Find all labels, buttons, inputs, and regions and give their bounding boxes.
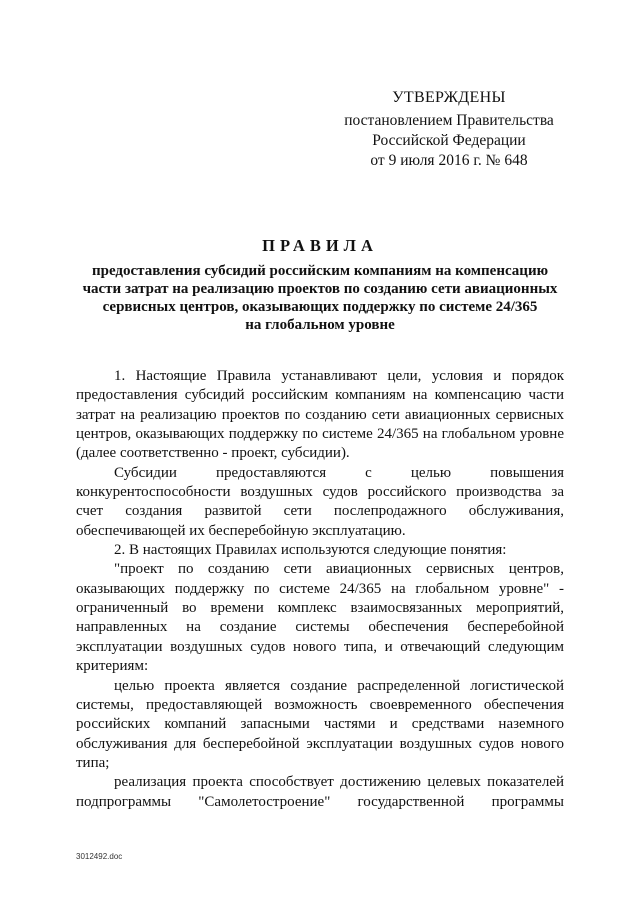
file-name-footer: 3012492.doc [76,852,123,861]
paragraph-3: 2. В настоящих Правилах используются следующие понятия: [114,542,507,559]
approval-line-3: от 9 июля 2016 г. № 648 [370,152,528,169]
subtitle-line-3: сервисных центров, оказывающих поддержку по системе 24/365 [102,299,538,315]
paragraph-2: Субсидии предоставляются с целью повышения конкурентоспособности воздушных судов российского производства за счет создания развитой сети послепродажного обслуживания, обеспечивающей их бесперебойную эксплуатацию. [76,464,564,539]
document-title: ПРАВИЛА [262,236,378,255]
paragraph-1: 1. Настоящие Правила устанавливают цели, условия и порядок предоставления субсидий российским компаниям на компенсацию части затрат на реализацию проектов по созданию сети авиационных сервисных центров, оказывающих поддержку по системе 24/365 на глобальном уровне (далее соответственно - проект, субсидии). [76,368,564,462]
approval-block [330,88,568,171]
subtitle-line-1: предоставления субсидий российским компаниям на компенсацию [91,263,549,279]
approval-line-2: Российской Федерации [372,132,526,149]
subtitle-line-2: части затрат на реализацию проектов по созданию сети авиационных [82,281,558,297]
approval-line-1: постановлением Правительства [344,112,554,129]
paragraph-4: "проект по созданию сети авиационных сервисных центров, оказывающих поддержку по системе 24/365 на глобальном уровне" - ограниченный во времени комплекс взаимосвязанных мероприятий, направленных на создание системы обеспечения бесперебойной эксплуатации воздушных судов нового типа, и отвечающий следующим критериям: [76,561,564,675]
paragraph-6: реализация проекта способствует достижению целевых показателей подпрограммы "Самолетостроение" государственной программы [76,774,564,810]
approval-heading: УТВЕРЖДЕНЫ [392,89,506,106]
subtitle-line-4: на глобальном уровне [245,317,395,333]
paragraph-5: целью проекта является создание распределенной логистической системы, предоставляющей возможность своевременного обеспечения российских компаний запасными частями и средствами наземного обслуживания для бесперебойной эксплуатации воздушных судов нового типа; [76,677,564,771]
document-subtitle [70,262,570,334]
document-body [76,367,564,812]
